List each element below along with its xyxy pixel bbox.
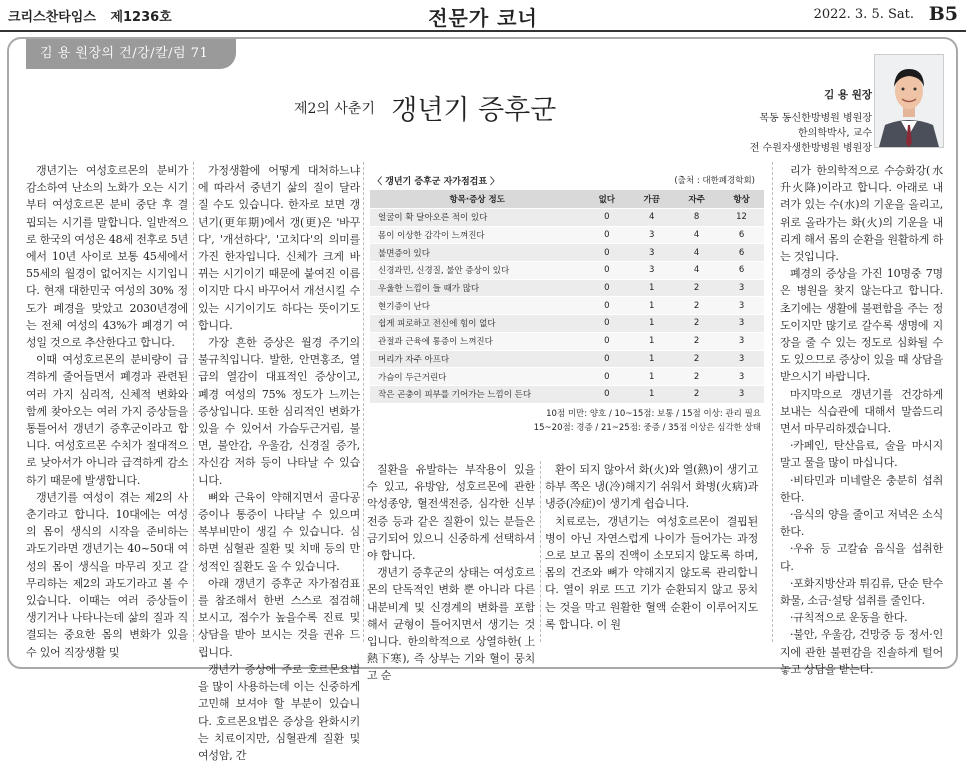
table-cell: 관절과 근육에 통증이 느껴진다 — [370, 332, 584, 350]
table-cell: 3 — [719, 368, 764, 386]
table-header-row — [370, 190, 764, 209]
table-cell: 3 — [629, 226, 674, 244]
paragraph: 갱년기 증후군의 상태는 여성호르몬의 단독적인 변화 뿐 아니라 다른 내분비계 및 신경계의 변화를 포함해서 균형이 틀어지면서 생기는 것입니다. 한의학적으로 상열하한(上熱下寒), 즉 상부는 기와 혈이 뭉치고 순 — [367, 566, 535, 683]
table-cell: 머리가 자주 아프다 — [370, 350, 584, 368]
score-note: 10점 미만: 양호 / 10~15점: 보통 / 15점 이상: 관리 필요 — [546, 408, 761, 419]
table-cell: 현기증이 난다 — [370, 297, 584, 315]
table-cell: 0 — [584, 262, 629, 280]
table-source: (출처 : 대한폐경학회) — [674, 176, 755, 186]
table-cell: 2 — [674, 385, 719, 402]
author-photo-image — [875, 55, 943, 147]
table-cell: 6 — [719, 262, 764, 280]
list-item: ·규칙적으로 운동을 한다. — [790, 611, 908, 625]
table-cell: 몸이 이상한 감각이 느껴진다 — [370, 226, 584, 244]
table-cell: 6 — [719, 226, 764, 244]
column-1 — [26, 162, 188, 661]
table-cell: 신경과민, 신경질, 불안 증상이 있다 — [370, 262, 584, 280]
column-rule — [772, 162, 773, 642]
table-row — [370, 385, 764, 402]
author-title-3: 전 수원자생한방병원 병원장 — [749, 143, 872, 154]
list-item: ·포화지방산과 튀김류, 단순 탄수화물, 소금·설탕 섭취를 줄인다. — [780, 576, 943, 608]
column-rule — [193, 162, 194, 642]
list-item: ·음식의 양을 줄이고 저녁은 소식한다. — [780, 508, 943, 539]
self-check-table — [370, 190, 764, 403]
table-cell: 3 — [719, 297, 764, 315]
author-title-2: 한의학박사, 교수 — [798, 128, 872, 139]
paragraph: 환이 되지 않아서 화(火)와 열(熱)이 생기고 하부 쪽은 냉(冷)해지기 쉬워서 화병(火病)과 냉증(冷症)이 생기게 쉽습니다. — [545, 463, 758, 511]
column-header: 가끔 — [629, 190, 674, 209]
table-cell: 1 — [629, 297, 674, 315]
author-name: 김 용 원장 — [824, 89, 872, 101]
table-cell: 0 — [584, 368, 629, 386]
table-row — [370, 332, 764, 350]
table-header-line — [367, 170, 767, 190]
paragraph: 질환을 유발하는 부작용이 있을 수 있고, 유방암, 성호르몬에 관한 악성종양, 혈전색전증, 심각한 신부전증 등과 같은 질환이 있는 분들은 금기되어 있으니 신중하게 선택하셔야 합니다. — [367, 463, 535, 563]
column-rule — [540, 461, 541, 642]
column-3 — [367, 461, 535, 685]
table-cell: 2 — [674, 368, 719, 386]
table-cell: 우울한 느낌이 들 때가 많다 — [370, 279, 584, 297]
table-row — [370, 350, 764, 368]
table-cell: 4 — [674, 226, 719, 244]
paragraph: 치료로는, 갱년기는 여성호르몬이 결핍된 병이 아닌 자연스럽게 나이가 들어가는 과정으로 보고 몸의 진액이 소모되지 않도록 하며, 몸의 건조와 뼈가 약해지지 않도록 관리합니다. 열이 위로 뜨고 기가 순환되지 않고 뭉치는 것을 막고 원활한 혈액 순환이 이루어지도록 합니다. 이 원 — [545, 514, 758, 631]
table-row — [370, 315, 764, 333]
table-cell: 4 — [629, 209, 674, 227]
issue-date: 2022. 3. 5. Sat. — [813, 7, 914, 22]
paragraph: 이때 여성호르몬의 분비량이 급격하게 줄어들면서 폐경과 관련된 여러 가지 심리적, 신체적 변화와 함께 찾아오는 여러 가지 증상들을 통틀어서 갱년기 증후군이라고 합니다. 여성호르몬 수치가 절대적으로 낮아서가 아니라 급격하게 감소하기 때문에 발생합니다. — [26, 353, 188, 487]
table-cell: 12 — [719, 209, 764, 227]
table-row — [370, 279, 764, 297]
list-item: ·불안, 우울감, 건망증 등 정서·인지에 관한 불편감을 진솔하게 털어놓고 상담을 받는다. — [780, 628, 943, 676]
paragraph: 가정생활에 어떻게 대처하느냐에 따라서 중년기 삶의 질이 달라질 수도 있습니다. 한자로 보면 갱년기(更年期)에서 갱(更)은 '바꾸다', '개선하다', '고치다'의 의미를 가진 한자입니다. 신체가 크게 바뀌는 시기이기 때문에 붙여진 이름이지만 다시 바꾸어서 개선시킬 수 있는 시기이기도 하다는 뜻이기도 합니다. — [198, 164, 360, 332]
author-title-1: 목동 동신한방병원 병원장 — [759, 113, 872, 124]
table-cell: 4 — [674, 262, 719, 280]
table-cell: 0 — [584, 209, 629, 227]
author-photo — [874, 54, 944, 148]
column-header: 항목·증상 정도 — [370, 190, 584, 209]
table-cell: 1 — [629, 350, 674, 368]
table-cell: 8 — [674, 209, 719, 227]
paragraph: 가장 흔한 증상은 월경 주기의 불규칙입니다. 발한, 안면홍조, 열급의 열감이 대표적인 증상이고, 폐경 여성의 75% 정도가 느끼는 증상입니다. 또한 심리적인 변화가 있을 수 있어서 가슴두근거림, 불면, 불안감, 우울감, 신경질 증가, 자신감 저하 등이 나타날 수 있습니다. — [198, 336, 360, 487]
table-row — [370, 209, 764, 227]
table-cell: 1 — [629, 368, 674, 386]
table-cell: 3 — [719, 315, 764, 333]
table-cell: 6 — [719, 244, 764, 262]
paragraph: 아래 갱년기 증후군 자가점검표를 참조해서 한번 스스로 점검해 보시고, 점수가 높을수록 진료 및 상담을 받아 보시는 것을 권유 드립니다. — [198, 576, 360, 659]
table-cell: 0 — [584, 315, 629, 333]
table-cell: 3 — [719, 279, 764, 297]
table-cell: 3 — [719, 350, 764, 368]
table-cell: 1 — [629, 332, 674, 350]
table-row — [370, 368, 764, 386]
issue-number: 제1236호 — [110, 10, 172, 25]
masthead — [0, 0, 966, 32]
table-cell: 1 — [629, 315, 674, 333]
table-row — [370, 297, 764, 315]
paragraph: 폐경의 증상을 가진 10명중 7명은 병원을 찾지 않는다고 합니다. 초기에는 생활에 불편함을 주는 정도이지만 많기로 갈수록 생명에 지장을 줄 수 있는 정도로 심화될 수도 있으므로 증상이 있을 때 상담을 받으시기 바랍니다. — [780, 267, 943, 384]
table-cell: 2 — [674, 332, 719, 350]
paragraph: 마지막으로 갱년기를 건강하게 보내는 식습관에 대해서 말씀드리면서 마무리하겠습니다. — [780, 387, 943, 436]
headline — [294, 88, 556, 127]
series-tab: 김 용 원장의 건/강/칼/럼 71 — [26, 39, 236, 69]
headline-sub: 제2의 사춘기 — [294, 100, 375, 117]
paragraph: 갱년기는 여성호르몬의 분비가 감소하여 난소의 노화가 오는 시기부터 여성호르몬 분비 중단 후 결핍되는 시기를 말합니다. 일반적으로 한국의 여성은 48세 전후로 5년에서 10년 사이로 보통 45세에서 55세의 월경이 없어지는 시기입니다. 현재 대한민국 여성의 30% 정도가 폐경을 맞았고 2030년경에는 전체 여성의 43%가 폐경기 여성일 것으로 추산한다고 합니다. — [26, 164, 188, 350]
table-cell: 2 — [674, 315, 719, 333]
table-cell: 0 — [584, 297, 629, 315]
table-cell: 2 — [674, 350, 719, 368]
table-title: 〈 갱년기 증후군 자가점검표 〉 — [373, 177, 500, 187]
paper-name: 크리스찬타임스 — [8, 10, 96, 25]
list-item: ·우유 등 고칼슘 음식을 섭취한다. — [780, 542, 943, 573]
column-header: 자주 — [674, 190, 719, 209]
table-cell: 3 — [719, 385, 764, 402]
paper-info — [8, 6, 172, 25]
table-row — [370, 262, 764, 280]
table-cell: 불면증이 있다 — [370, 244, 584, 262]
headline-main: 갱년기 증후군 — [391, 95, 557, 126]
column-header: 항상 — [719, 190, 764, 209]
column-4 — [545, 461, 758, 633]
table-cell: 2 — [674, 279, 719, 297]
table-cell: 0 — [584, 279, 629, 297]
table-cell: 0 — [584, 244, 629, 262]
paragraph: 뼈와 근육이 약해지면서 골다공증이나 통증이 나타날 수 있으며 복부비만이 생길 수 있습니다. 심하면 심혈관 질환 및 치매 등의 만성적인 질환도 올 수 있습니다. — [198, 490, 360, 573]
self-check-table-box — [367, 170, 767, 435]
table-cell: 1 — [629, 385, 674, 402]
table-cell: 가슴이 두근거린다 — [370, 368, 584, 386]
table-cell: 4 — [674, 244, 719, 262]
table-cell: 1 — [629, 279, 674, 297]
table-cell: 쉽게 피로하고 전신에 힘이 없다 — [370, 315, 584, 333]
table-row — [370, 226, 764, 244]
paragraph: 갱년기를 여성이 겪는 제2의 사춘기라고 합니다. 10대에는 여성의 몸이 생식의 시작을 준비하는 과도기라면 갱년기는 40~50대 여성의 몸이 생식을 마무리 짓고 갈무리하는 제2의 과도기라고 볼 수 있습니다. 이때는 여러 증상들이 생기거나 나타나는데 삶의 질과 직결되는 중요한 몸의 변화가 있을 수 있어 직장생활 및 — [26, 490, 188, 659]
column-rule — [363, 162, 364, 642]
table-cell: 3 — [629, 262, 674, 280]
list-item: ·비타민과 미네랄은 충분히 섭취한다. — [780, 473, 943, 504]
score-note: 15~20점: 경증 / 21~25점: 중증 / 35점 이상은 심각한 상태 — [533, 422, 761, 433]
paragraph: 갱년기 증상에 주로 호르몬요법을 많이 사용하는데 이는 신중하게 고민해 보셔야 할 부분이 있습니다. 호르몬요법은 증상을 완화시키는 치료이지만, 심혈관계 질환 및 여성암, 간 — [198, 662, 360, 762]
table-cell: 얼굴이 확 달아오른 적이 있다 — [370, 209, 584, 227]
table-cell: 0 — [584, 226, 629, 244]
table-cell: 0 — [584, 350, 629, 368]
paragraph: 리가 한의학적으로 수승화강(水升火降)이라고 합니다. 아래로 내려가 있는 수(水)의 기운을 올리고, 위로 올라가는 화(火)의 기운을 내리게 해서 몸의 순환을 원활하게 하는 것입니다. — [780, 164, 943, 264]
list-item: ·카페인, 탄산음료, 술을 마시지 말고 물을 많이 마십니다. — [780, 439, 943, 470]
column-2 — [198, 162, 360, 764]
column-header: 없다 — [584, 190, 629, 209]
section-title: 전문가 코너 — [428, 6, 538, 30]
page-number: B5 — [928, 3, 958, 25]
table-row — [370, 244, 764, 262]
table-cell: 0 — [584, 385, 629, 402]
table-cell: 작은 곤충이 피부를 기어가는 느낌이 든다 — [370, 385, 584, 402]
table-cell: 3 — [719, 332, 764, 350]
table-cell: 3 — [629, 244, 674, 262]
column-5 — [780, 162, 943, 678]
author-block — [750, 88, 872, 156]
table-cell: 0 — [584, 332, 629, 350]
table-notes — [367, 407, 767, 435]
table-cell: 2 — [674, 297, 719, 315]
